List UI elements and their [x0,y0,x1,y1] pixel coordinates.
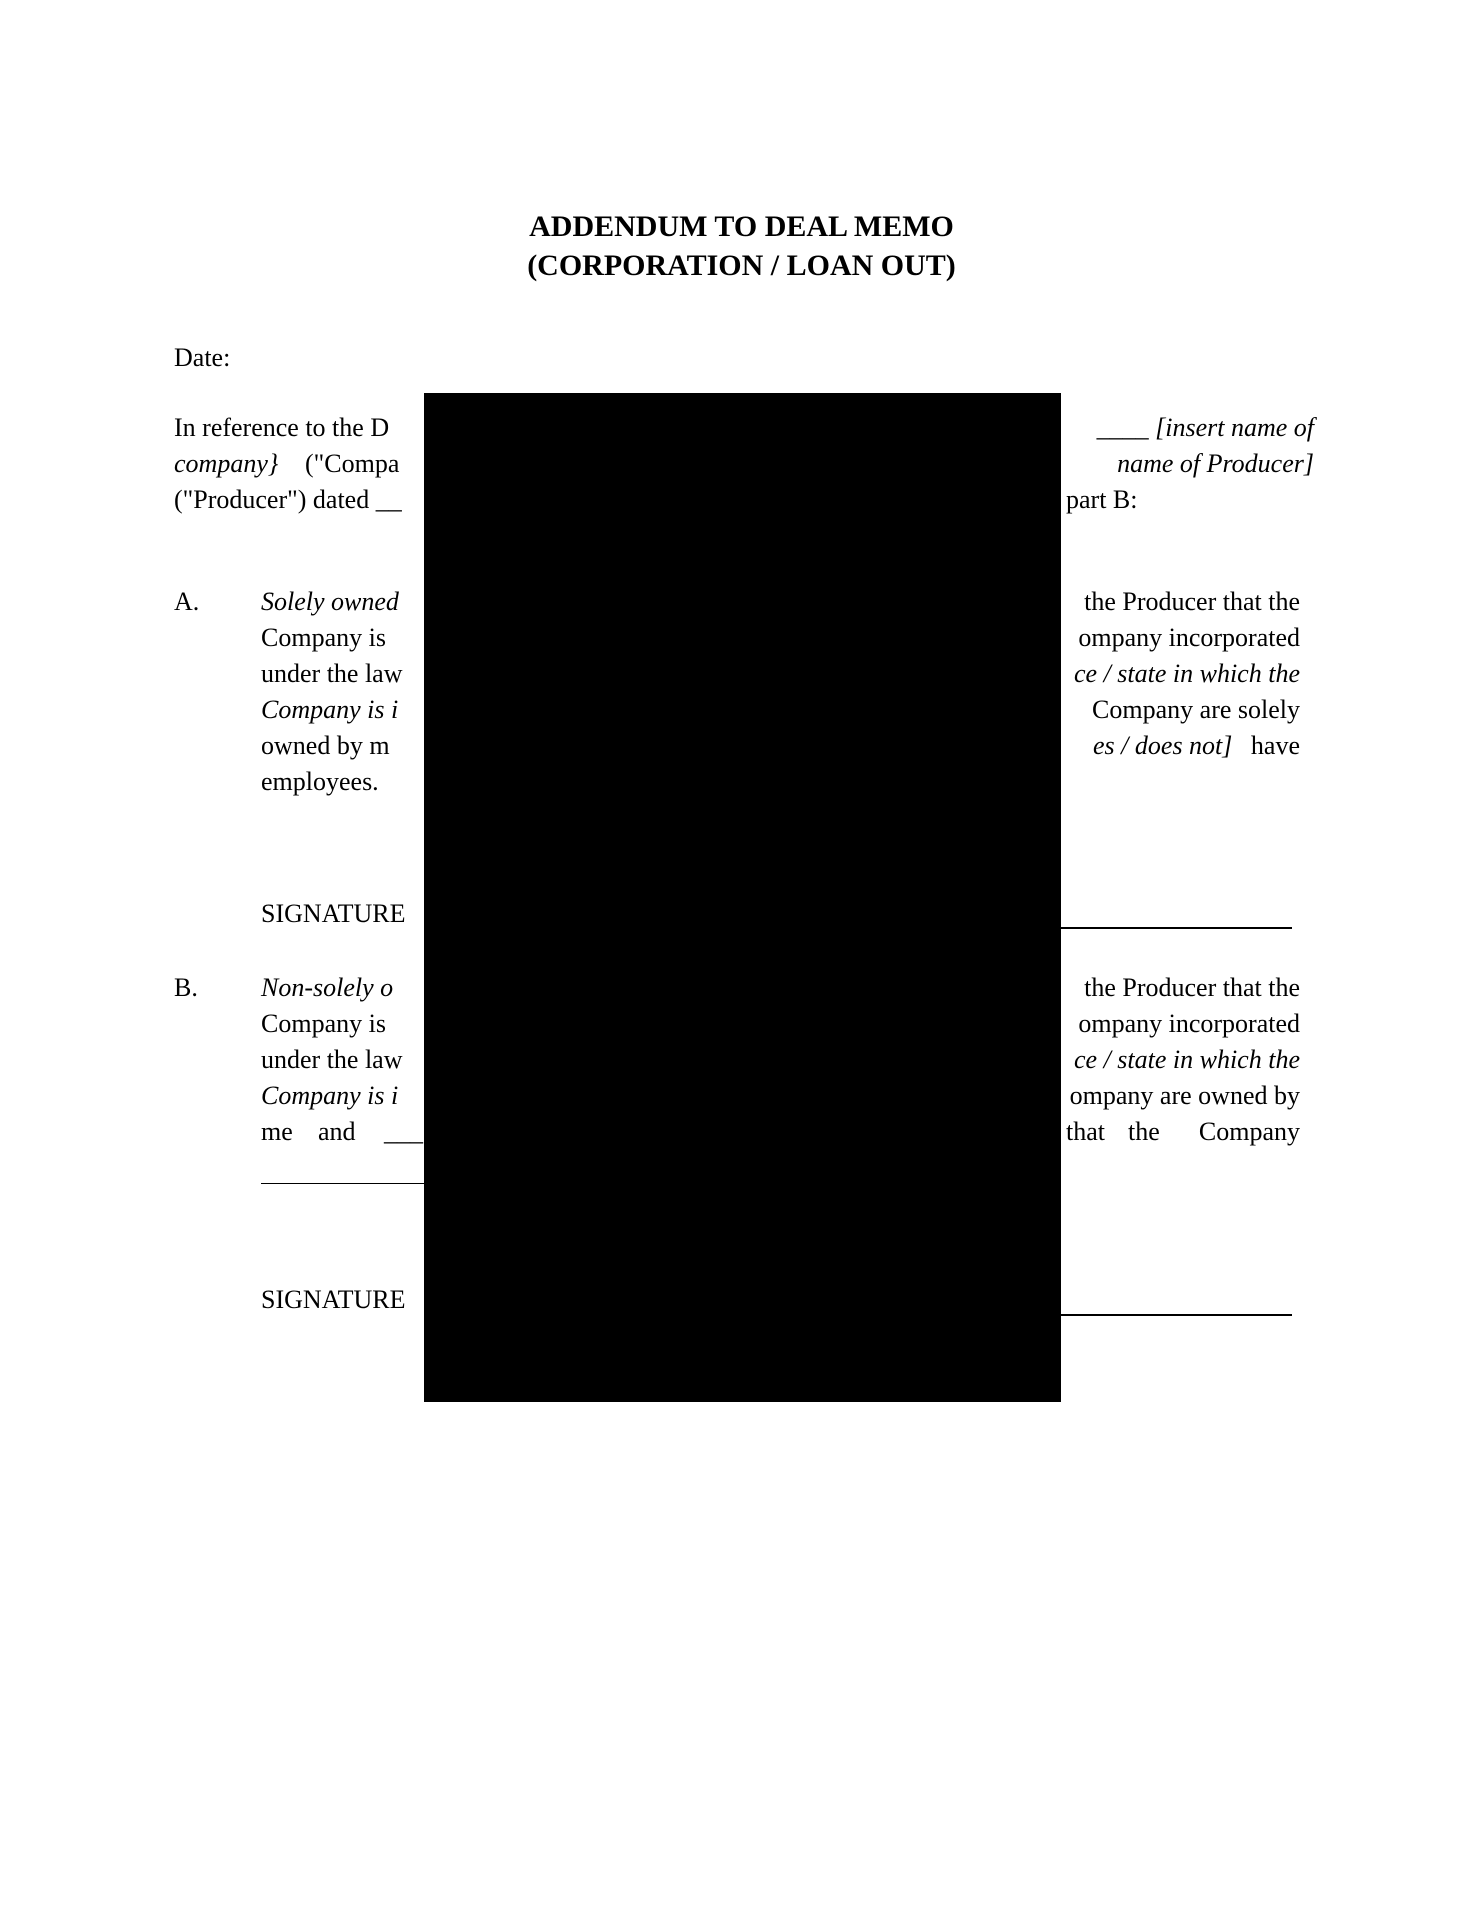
section-b-line-2-right: ompany incorporated [1078,1009,1300,1038]
section-a-line-4-right: Company are solely [1092,695,1300,724]
section-a-line-1-right: the Producer that the [1084,587,1300,616]
section-a-signature-line [1058,927,1292,929]
document-title-line-2: (CORPORATION / LOAN OUT) [527,249,956,282]
section-a-label: A. [174,587,200,616]
section-b-signature-line [1058,1314,1292,1316]
section-a-line-3-right: ce / state in which the [1073,659,1300,688]
section-b-line-5-me: me [261,1117,293,1146]
intro-line-3-right: part B: [1066,485,1138,514]
intro-line-2-left: company} [174,449,279,478]
section-a-line-3-left: under the law [261,659,403,688]
section-b-line-2-left: Company is [261,1009,386,1038]
section-b-line-3-left: under the law [261,1045,403,1074]
section-a-line-2-left: Company is [261,623,386,652]
section-b-line-4-left: Company is i [261,1081,399,1110]
section-a-line-5-right [1093,728,1300,764]
section-b-line-1-right: the Producer that the [1084,973,1300,1002]
intro-line-2-right: name of Producer] [1117,449,1314,478]
intro-line-1-right [1097,410,1314,446]
section-a-line-5-right-italic: es / does not] [1093,731,1233,760]
section-a-line-5-left: owned by m [261,731,390,760]
section-b-line-5-and: and [318,1117,356,1146]
section-a-line-4-left: Company is i [261,695,399,724]
date-label: Date: [174,343,231,372]
intro-line-3-left: ("Producer") dated __ [174,485,402,514]
section-b-line-5-the: the [1128,1117,1160,1146]
section-b-line-5-blank: ___ [384,1117,423,1146]
section-a-line-1-left: Solely owned [261,587,399,616]
section-b-line-3-right: ce / state in which the [1073,1045,1300,1074]
section-a-line-6-left: employees. [261,767,379,796]
section-a-signature-label: SIGNATURE [261,899,406,928]
redaction-block [424,393,1061,1402]
section-b-line-1-left: Non-solely o [261,973,394,1002]
section-a-line-5-right-tail: have [1250,731,1300,760]
intro-line-2-left-2: ("Compa [305,449,400,478]
section-b-label: B. [174,973,198,1002]
section-b-line-5-that: that [1066,1117,1105,1146]
intro-line-1-right-text: ____ [insert name of [1096,413,1314,442]
section-b-line-4-right: ompany are owned by [1069,1081,1300,1110]
document-title-line-1: ADDENDUM TO DEAL MEMO [529,210,954,243]
section-b-fill-line [261,1183,429,1184]
section-a-line-2-right: ompany incorporated [1078,623,1300,652]
section-b-line-5-company: Company [1198,1117,1300,1146]
intro-line-1-left: In reference to the D [174,413,390,442]
section-b-signature-label: SIGNATURE [261,1285,406,1314]
